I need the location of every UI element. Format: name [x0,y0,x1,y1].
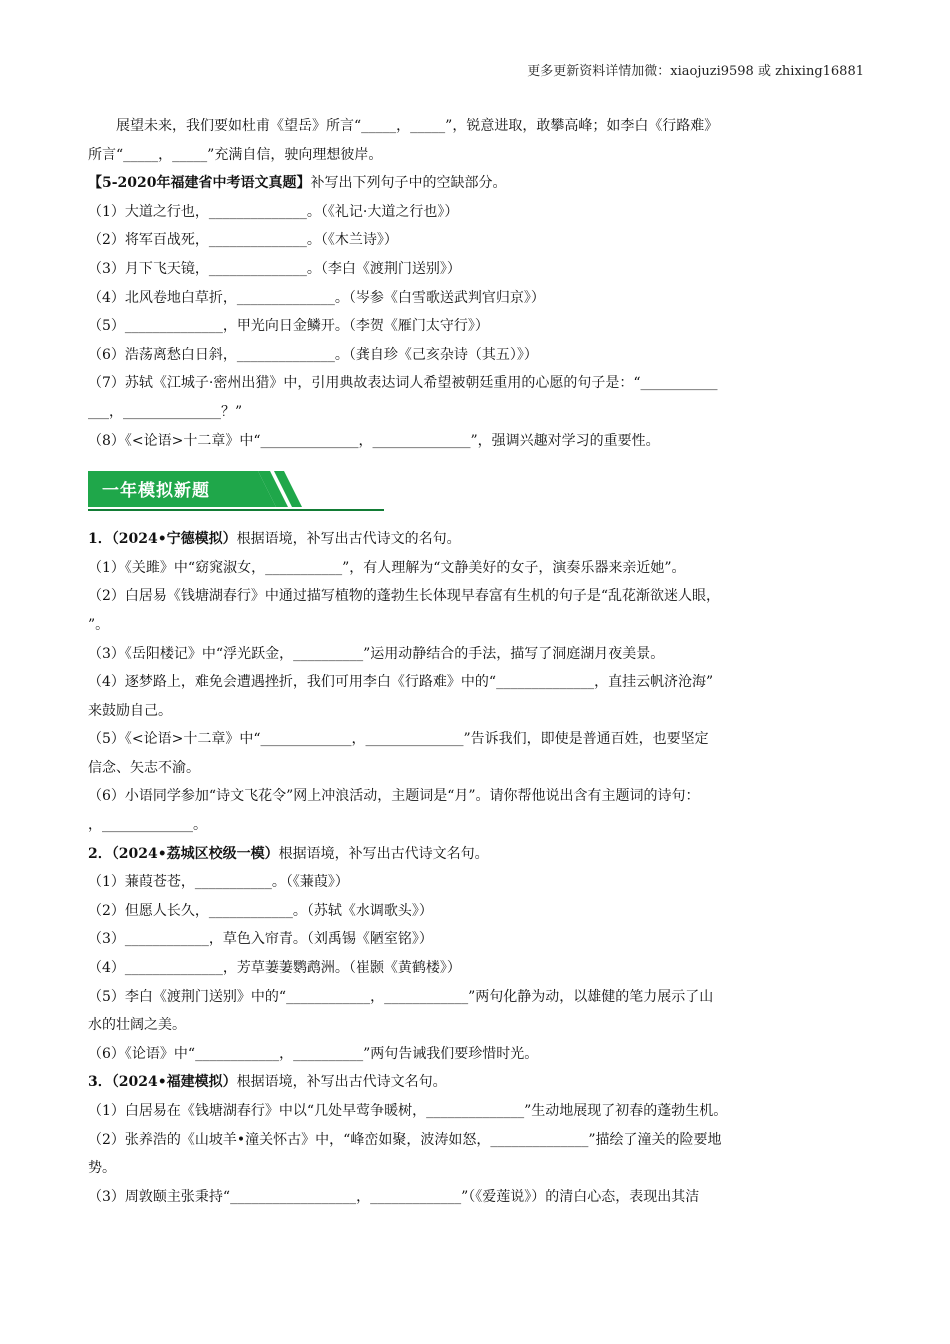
question-line: （2）张养浩的《山坡羊•潼关怀古》中，“峰峦如聚，波涛如怒，______________”描绘了潼关的险要地 [88,1131,722,1148]
exam-2020-heading [88,169,862,198]
question-line: （3）周敦颐主张秉持“__________________，_____________”（《爱莲说》）的清白心态，表现出其洁 [88,1188,700,1205]
question-line: （7）苏轼《江城子·密州出猎》中，引用典故表达词人希望被朝廷重用的心愿的句子是：“___________ [88,375,718,392]
q1-instruction: 根据语境，补写出古代诗文的名句。 [236,531,461,548]
exam-tag: 【5-2020年福建省中考语文真题】 [88,175,311,192]
content-body [88,112,862,1211]
banner-underline [88,509,384,511]
question-line: 来鼓励自己。 [88,702,172,719]
question-line: （1）白居易在《钱塘湖春行》中以“几处早莺争暖树，______________”生动地展现了初春的蓬勃生机。 [88,1103,728,1119]
question-line: （2）白居易《钱塘湖春行》中通过描写植物的蓬勃生长体现早春富有生机的句子是“乱花渐欲迷人眼， [88,588,721,605]
q1-heading [88,525,862,554]
section-title: 一年模拟新题 [102,481,210,502]
question-line: （1）《关雎》中“窈窕淑女，___________”，有人理解为“文静美好的女子，演奏乐器来亲近她”。 [88,559,686,576]
question-line: ”。 [88,616,110,633]
q1-head: 1．（2024•宁德模拟） [88,531,237,548]
question-line: （3）____________，草色入帘青。（刘禹锡《陋室铭》） [88,931,433,948]
intro-line: 展望未来，我们要如杜甫《望岳》所言“_____，_____”，锐意进取，敢攀高峰；如李白《行路难》 [116,118,719,134]
question-line: （8）《<论语>十二章》中“______________，______________”，强调兴趣对学习的重要性。 [88,432,660,449]
question-line: （4）北风卷地白草折，______________。（岑参《白雪歌送武判官归京》） [88,289,545,306]
question-line: （1）蒹葭苍苍，___________。（《蒹葭》） [88,874,349,891]
question-line: （3）《岳阳楼记》中“浮光跃金，__________”运用动静结合的手法，描写了洞庭湖月夜美景。 [88,645,665,662]
question-line: （5）______________，甲光向日金鳞开。（李贺《雁门太守行》） [88,318,489,335]
question-line: 信念、矢志不渝。 [88,759,200,776]
question-line: （4）逐梦路上，难免会遭遇挫折，我们可用李白《行路难》中的“______________，直挂云帆济沧海” [88,674,714,691]
q3-head: 3．（2024•福建模拟） [88,1074,237,1091]
q2-head: 2．（2024•荔城区校级一模） [88,845,279,862]
question-line: （2）将军百战死，______________。（《木兰诗》） [88,232,398,249]
exam-instruction: 补写出下列句子中的空缺部分。 [310,175,507,192]
question-line: ___，______________？” [88,403,243,420]
question-line: （6）小语同学参加“诗文飞花令”网上冲浪活动，主题词是“月”。请你帮他说出含有主题词的诗句： [88,788,700,805]
question-line: （5）《<论语>十二章》中“_____________，______________”告诉我们，即使是普通百姓，也要坚定 [88,731,709,748]
header-note: 更多更新资料详情加微：xiaojuzi9598 或 zhixing16881 [527,64,864,79]
section-banner [88,467,862,515]
q3-instruction: 根据语境，补写出古代诗文名句。 [236,1074,447,1091]
q2-heading [88,840,862,869]
question-line: ，_____________。 [88,817,207,834]
question-line: 水的壮阔之美。 [88,1017,186,1034]
question-line: （5）李白《渡荆门送别》中的“____________，____________”两句化静为动，以雄健的笔力展示了山 [88,988,714,1005]
question-line: （1）大道之行也，______________。（《礼记·大道之行也》） [88,203,459,220]
question-line: 势。 [88,1160,116,1177]
q2-instruction: 根据语境，补写出古代诗文名句。 [278,845,489,862]
question-line: （3）月下飞天镜，______________。（李白《渡荆门送别》） [88,260,461,277]
intro-line: 所言“_____，_____”充满自信，驶向理想彼岸。 [88,146,383,163]
q3-heading [88,1068,862,1097]
question-line: （6）浩荡离愁白日斜，______________。（龚自珍《己亥杂诗（其五）》） [88,346,538,363]
question-line: （2）但愿人长久，____________。（苏轼《水调歌头》） [88,902,433,919]
question-line: （4）______________，芳草萋萋鹦鹉洲。（崔颢《黄鹤楼》） [88,960,461,977]
question-line: （6）《论语》中“____________，__________”两句告诫我们要珍惜时光。 [88,1045,539,1062]
